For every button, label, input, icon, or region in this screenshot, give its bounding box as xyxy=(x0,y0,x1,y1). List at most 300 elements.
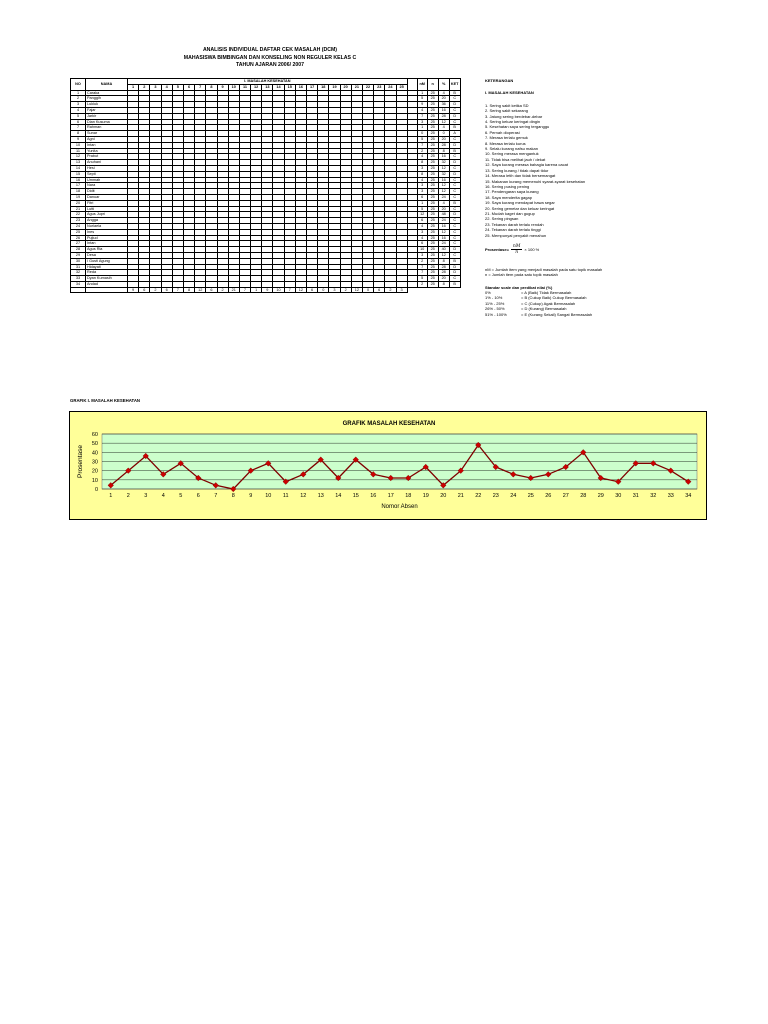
header-item: 16 xyxy=(295,84,306,90)
cell-n: 25 xyxy=(427,212,438,218)
scale-predicate: = C (Cukup) Agak Bermasalah xyxy=(521,300,576,306)
y-tick-label: 20 xyxy=(91,468,98,475)
cell-nm: 3 xyxy=(417,229,427,235)
y-tick-label: 0 xyxy=(94,487,98,493)
cell-no: 6 xyxy=(71,119,86,125)
cell-n: 25 xyxy=(427,154,438,160)
scale-range: 1% - 10% xyxy=(485,295,503,301)
cell-nm: 7 xyxy=(417,142,427,148)
x-tick-label: 27 xyxy=(562,493,569,499)
scale-list xyxy=(485,290,735,317)
keterangan-item: 15. Makanan kurang memenuhi syarat-syarat kesehatan xyxy=(485,178,586,184)
x-tick-label: 18 xyxy=(405,493,412,499)
cell-ket: C xyxy=(449,223,460,229)
cell-nama: Reda xyxy=(86,270,128,276)
cell-nm: 2 xyxy=(417,258,427,264)
cell-total: 0 xyxy=(318,287,329,293)
header-item: 18 xyxy=(318,84,329,90)
keterangan-panel xyxy=(485,78,735,317)
cell-no: 12 xyxy=(71,154,86,160)
header-item: 19 xyxy=(329,84,340,90)
cell-no: 19 xyxy=(71,194,86,200)
scale-predicate: = B (Cukup Baik) Cukup Bermasalah xyxy=(521,295,587,301)
cell-nama: Hidayati xyxy=(86,264,128,270)
cell-nm: 7 xyxy=(417,270,427,276)
cell-nm: 4 xyxy=(417,107,427,113)
prosentase-formula xyxy=(485,244,735,256)
cell-ket: C xyxy=(449,189,460,195)
cell-no: 32 xyxy=(71,270,86,276)
x-tick-label: 11 xyxy=(282,493,289,499)
cell-ket: C xyxy=(449,235,460,241)
cell-n: 25 xyxy=(427,125,438,131)
cell-nama: Sunar xyxy=(86,131,128,137)
cell-pct: 24 xyxy=(438,218,449,224)
cell-nama: Rahman xyxy=(86,125,128,131)
cell-total: 1 xyxy=(251,287,262,293)
keterangan-item: 7. Merasa terlalu gemuk xyxy=(485,135,528,141)
cell-n: 25 xyxy=(427,270,438,276)
cell-n: 25 xyxy=(427,102,438,108)
cell-nm: 2 xyxy=(417,281,427,287)
cell-ket: D xyxy=(449,160,460,166)
cell-n: 25 xyxy=(427,218,438,224)
header-no: NO xyxy=(71,79,86,91)
cell-total: 6 xyxy=(307,287,318,293)
cell-ket: C xyxy=(449,252,460,258)
cell-nama: I Gusti Agung xyxy=(86,258,128,264)
header-item: 15 xyxy=(284,84,295,90)
cell-ket: D xyxy=(449,142,460,148)
x-tick-label: 4 xyxy=(161,493,165,499)
cell-no: 27 xyxy=(71,241,86,247)
cell-nm: 9 xyxy=(417,102,427,108)
keterangan-item: 1. Sering sakit ketika SD xyxy=(485,102,529,108)
cell-n: 25 xyxy=(427,107,438,113)
cell-pct: 12 xyxy=(438,165,449,171)
chart-title: GRAFIK MASALAH KESEHATAN xyxy=(342,421,436,427)
cell-pct: 28 xyxy=(438,264,449,270)
totals-blank xyxy=(71,287,86,293)
cell-nm: 1 xyxy=(417,200,427,206)
cell-ket: A xyxy=(449,131,460,137)
cell-nm: 3 xyxy=(417,252,427,258)
scale-range: 26% - 50% xyxy=(485,306,505,312)
cell-total: 6 xyxy=(374,287,385,293)
cell-no: 18 xyxy=(71,189,86,195)
cell-no: 5 xyxy=(71,113,86,119)
cell-ket: B xyxy=(449,125,460,131)
cell-nm: 10 xyxy=(417,247,427,253)
cell-no: 11 xyxy=(71,148,86,154)
cell-nm: 6 xyxy=(417,194,427,200)
cell-total: 6 xyxy=(206,287,217,293)
cell-no: 2 xyxy=(71,96,86,102)
x-tick-label: 13 xyxy=(317,493,324,499)
cell-ket: D xyxy=(449,264,460,270)
x-tick-label: 30 xyxy=(615,493,622,499)
cell-nama: Septi xyxy=(86,171,128,177)
chart-container xyxy=(69,411,707,520)
cell-nama: Nara xyxy=(86,183,128,189)
cell-pct: 16 xyxy=(438,154,449,160)
formula-numerator: nM xyxy=(512,243,521,249)
x-tick-label: 31 xyxy=(632,493,639,499)
line-chart xyxy=(70,412,708,521)
cell-pct: 28 xyxy=(438,270,449,276)
x-axis-label: Nomor Absen xyxy=(381,504,418,510)
cell-no: 23 xyxy=(71,218,86,224)
cell-total: 2 xyxy=(217,287,228,293)
x-tick-label: 12 xyxy=(300,493,307,499)
cell-n: 25 xyxy=(427,229,438,235)
cell-no: 17 xyxy=(71,183,86,189)
cell-no: 10 xyxy=(71,142,86,148)
cell-pct: 16 xyxy=(438,177,449,183)
y-axis-label: Prosentase xyxy=(77,445,84,478)
cell-ket: D xyxy=(449,270,460,276)
cell-total: 21 xyxy=(228,287,239,293)
cell-nm: 4 xyxy=(417,223,427,229)
keterangan-item: 16. Sering pusing pening xyxy=(485,183,530,189)
cell-nm: 12 xyxy=(417,212,427,218)
keterangan-item: 21. Mudah kaget dan gugup xyxy=(485,210,535,216)
cell-nm: 3 xyxy=(417,165,427,171)
keterangan-item: 4. Sering keluar keringat dingin xyxy=(485,119,541,125)
cell-pct: 20 xyxy=(438,96,449,102)
x-tick-label: 20 xyxy=(440,493,447,499)
cell-no: 9 xyxy=(71,136,86,142)
header-n: n xyxy=(427,79,438,91)
cell-nm: 6 xyxy=(417,241,427,247)
totals-row xyxy=(71,287,461,293)
cell-nama: Caraka xyxy=(86,90,128,96)
cell-nama: Ines xyxy=(86,229,128,235)
cell-n: 25 xyxy=(427,194,438,200)
cell-ket: C xyxy=(449,276,460,282)
cell-nama: Andad xyxy=(86,281,128,287)
x-tick-label: 29 xyxy=(597,493,604,499)
cell-nama: Panggih xyxy=(86,96,128,102)
cell-ket: C xyxy=(449,119,460,125)
cell-total: 0 xyxy=(362,287,373,293)
y-tick-label: 30 xyxy=(91,459,98,466)
cell-ket: C xyxy=(449,165,460,171)
cell-ket: C xyxy=(449,177,460,183)
keterangan-title: KETERANGAN xyxy=(485,78,514,83)
cell-ket: C xyxy=(449,229,460,235)
cell-no: 25 xyxy=(71,229,86,235)
cell-n: 25 xyxy=(427,113,438,119)
cell-no: 16 xyxy=(71,177,86,183)
cell-pct: 12 xyxy=(438,229,449,235)
x-tick-label: 33 xyxy=(667,493,674,499)
cell-n: 25 xyxy=(427,177,438,183)
cell-no: 31 xyxy=(71,264,86,270)
cell-n: 25 xyxy=(427,276,438,282)
cell-nm: 3 xyxy=(417,183,427,189)
x-tick-label: 19 xyxy=(422,493,429,499)
cell-total: 3 xyxy=(396,287,407,293)
header-item: 4 xyxy=(161,84,172,90)
cell-total: 2 xyxy=(340,287,351,293)
header-item: 2 xyxy=(139,84,150,90)
keterangan-list xyxy=(485,103,735,238)
cell-pct: 20 xyxy=(438,276,449,282)
keterangan-item: 19. Saya kurang mendapat hawa segar xyxy=(485,200,555,206)
x-axis-ticks xyxy=(109,493,691,499)
cell-no: 26 xyxy=(71,235,86,241)
cell-no: 4 xyxy=(71,107,86,113)
cell-nama: Jarkir xyxy=(86,113,128,119)
cell-pct: 8 xyxy=(438,258,449,264)
cell-n: 25 xyxy=(427,235,438,241)
y-tick-label: 60 xyxy=(91,432,98,438)
scale-range: 51% - 100% xyxy=(485,311,507,317)
header-item: 14 xyxy=(273,84,284,90)
cell-no: 21 xyxy=(71,206,86,212)
x-tick-label: 25 xyxy=(527,493,534,499)
cell-no: 22 xyxy=(71,212,86,218)
cell-total: 12 xyxy=(195,287,206,293)
formula-tail: × 100 % xyxy=(524,247,540,253)
cell-no: 7 xyxy=(71,125,86,131)
title-line-1: ANALISIS INDIVIDUAL DAFTAR CEK MASALAH (DCM) xyxy=(202,47,338,53)
cell-nm: 5 xyxy=(417,276,427,282)
cell-n: 25 xyxy=(427,252,438,258)
scale-row xyxy=(485,312,735,317)
keterangan-section: I. MASALAH KESEHATAN xyxy=(485,90,534,96)
cell-n: 25 xyxy=(427,165,438,171)
cell-nm: 8 xyxy=(417,160,427,166)
cell-nm: 0 xyxy=(417,131,427,137)
cell-nama: Agni xyxy=(86,136,128,142)
cell-nm: 7 xyxy=(417,264,427,270)
cell-pct: 12 xyxy=(438,183,449,189)
cell-n: 25 xyxy=(427,281,438,287)
cell-nm: 6 xyxy=(417,218,427,224)
cell-nama: Lutti xyxy=(86,206,128,212)
cell-nama: Danuar xyxy=(86,194,128,200)
cell-pct: 28 xyxy=(438,142,449,148)
x-tick-label: 6 xyxy=(196,493,200,499)
cell-nama: Fajar xyxy=(86,107,128,113)
header-item: 6 xyxy=(183,84,194,90)
totals-blank xyxy=(86,287,128,293)
x-tick-label: 28 xyxy=(580,493,587,499)
cell-ket: B xyxy=(449,90,460,96)
cell-ket: D xyxy=(449,247,460,253)
cell-nm: 2 xyxy=(417,148,427,154)
keterangan-item: 25. Mempunyai penyakit menahun xyxy=(485,232,547,238)
x-tick-label: 16 xyxy=(370,493,377,499)
cell-ket: C xyxy=(449,241,460,247)
cell-n: 25 xyxy=(427,131,438,137)
cell-nm: 4 xyxy=(417,177,427,183)
x-tick-label: 9 xyxy=(249,493,253,499)
keterangan-item: 17. Pendengaran saya kurang xyxy=(485,189,539,195)
header-item: 23 xyxy=(374,84,385,90)
cell-n: 25 xyxy=(427,96,438,102)
cell-pct: 32 xyxy=(438,171,449,177)
keterangan-item: 5. Kesehatan saya sering terganggu xyxy=(485,124,550,130)
keterangan-item: 3. Jatung sering berdebar-debar xyxy=(485,113,543,119)
cell-ket: B xyxy=(449,258,460,264)
cell-n: 25 xyxy=(427,264,438,270)
cell-pct: 0 xyxy=(438,131,449,137)
cell-pct: 24 xyxy=(438,194,449,200)
cell-no: 15 xyxy=(71,171,86,177)
cell-no: 30 xyxy=(71,258,86,264)
header-ket: KET xyxy=(449,79,460,91)
cell-total: 8 xyxy=(183,287,194,293)
cell-n: 25 xyxy=(427,148,438,154)
cell-ket: C xyxy=(449,194,460,200)
definition-nm: nM = Jumlah item yang menjadi masalah pada satu topik masalah xyxy=(485,266,603,272)
cell-pct: 4 xyxy=(438,90,449,96)
cell-pct: 12 xyxy=(438,252,449,258)
cell-nama: Intan xyxy=(86,142,128,148)
header-item: 20 xyxy=(340,84,351,90)
keterangan-item: 2. Sering sakit sekarang xyxy=(485,108,528,114)
keterangan-item: 23. Tekanan darah terlalu rendah xyxy=(485,221,544,227)
cell-total: 7 xyxy=(284,287,295,293)
cell-pct: 8 xyxy=(438,281,449,287)
cell-pct: 12 xyxy=(438,189,449,195)
keterangan-item: 9. Selalu kurang nafsu makan xyxy=(485,146,538,152)
cell-total: 7 xyxy=(239,287,250,293)
cell-pct: 16 xyxy=(438,235,449,241)
scale-range: 0% xyxy=(485,290,491,295)
y-axis-ticks xyxy=(92,432,98,493)
cell-ket: D xyxy=(449,102,460,108)
cell-ket: B xyxy=(449,148,460,154)
cell-nama: Anuhani xyxy=(86,160,128,166)
header-item: 3 xyxy=(150,84,161,90)
cell-ket: C xyxy=(449,107,460,113)
cell-nama: Intan xyxy=(86,241,128,247)
cell-pct: 12 xyxy=(438,119,449,125)
cell-pct: 24 xyxy=(438,241,449,247)
scale-title: Standar scale dan predikat nilai (%) xyxy=(485,284,553,290)
keterangan-item: 12. Saya kurang merasa bahagia karena cacat xyxy=(485,162,568,168)
cell-pct: 4 xyxy=(438,125,449,131)
cell-no: 24 xyxy=(71,223,86,229)
cell-pct: 48 xyxy=(438,212,449,218)
header-item: 9 xyxy=(217,84,228,90)
dcm-table xyxy=(70,78,461,293)
header-item: 17 xyxy=(307,84,318,90)
cell-nama: Pujiud xyxy=(86,235,128,241)
cell-n: 25 xyxy=(427,241,438,247)
cell-ket: C xyxy=(449,206,460,212)
x-tick-label: 22 xyxy=(475,493,482,499)
cell-ket: C xyxy=(449,183,460,189)
cell-no: 33 xyxy=(71,276,86,282)
keterangan-item: 8. Merasa terlalu kurus xyxy=(485,140,526,146)
cell-no: 28 xyxy=(71,247,86,253)
cell-nm: 5 xyxy=(417,136,427,142)
grafik-label: GRAFIK I. MASALAH KESEHATAN xyxy=(70,398,141,403)
header-item: 11 xyxy=(239,84,250,90)
cell-nama: Fitri xyxy=(86,200,128,206)
cell-n: 25 xyxy=(427,189,438,195)
cell-total: 12 xyxy=(351,287,362,293)
cell-nm: 1 xyxy=(417,90,427,96)
cell-nama: Dyan Kumasih xyxy=(86,276,128,282)
cell-total: 2 xyxy=(385,287,396,293)
header-pct: % xyxy=(438,79,449,91)
cell-nama: Agus Ria xyxy=(86,247,128,253)
cell-ket: D xyxy=(449,171,460,177)
header-item: 24 xyxy=(385,84,396,90)
cell-no: 1 xyxy=(71,90,86,96)
formula-label: Prosentase= xyxy=(485,247,509,253)
cell-nm: 5 xyxy=(417,96,427,102)
keterangan-item: 13. Sering kurang / tidak dapat tidur xyxy=(485,167,549,173)
keterangan-item: 10. Sering merasa mengantuk xyxy=(485,151,539,157)
cell-ket: B xyxy=(449,200,460,206)
x-tick-label: 24 xyxy=(510,493,517,499)
x-tick-label: 15 xyxy=(352,493,359,499)
cell-ket: C xyxy=(449,136,460,142)
cell-n: 25 xyxy=(427,258,438,264)
cell-nm: 7 xyxy=(417,113,427,119)
cell-pct: 40 xyxy=(438,247,449,253)
cell-pct: 20 xyxy=(438,136,449,142)
cell-pct: 20 xyxy=(438,206,449,212)
cell-n: 25 xyxy=(427,119,438,125)
header-item: 7 xyxy=(195,84,206,90)
cell-no: 34 xyxy=(71,281,86,287)
cell-no: 14 xyxy=(71,165,86,171)
scale-predicate: = D (Kurang) Bermasalah xyxy=(521,306,567,312)
header-item: 10 xyxy=(228,84,239,90)
cell-no: 29 xyxy=(71,252,86,258)
cell-gap xyxy=(407,281,417,287)
cell-total: 3 xyxy=(329,287,340,293)
cell-nama: Hesi xyxy=(86,165,128,171)
cell-nm: 5 xyxy=(417,206,427,212)
report-title xyxy=(60,47,480,70)
keterangan-item: 11. Tidak bisa melihat jauh / dekat xyxy=(485,156,546,162)
header-item: 5 xyxy=(172,84,183,90)
x-tick-label: 17 xyxy=(387,493,394,499)
x-tick-label: 23 xyxy=(492,493,499,499)
cell-nama: Prabut xyxy=(86,154,128,160)
title-line-3: TAHUN AJARAN 2006/ 2007 xyxy=(235,62,305,69)
header-item: 13 xyxy=(262,84,273,90)
cell-no: 3 xyxy=(71,102,86,108)
header-nama: NAMA xyxy=(86,79,128,91)
cell-n: 25 xyxy=(427,160,438,166)
cell-total: 12 xyxy=(295,287,306,293)
cell-nm: 3 xyxy=(417,189,427,195)
cell-nama: Yunita xyxy=(86,148,128,154)
cell-nm: 4 xyxy=(417,235,427,241)
x-tick-label: 10 xyxy=(265,493,272,499)
cell-pct: 4 xyxy=(438,200,449,206)
cell-ket: C xyxy=(449,154,460,160)
keterangan-item: 18. Saya menderita gagap xyxy=(485,194,532,200)
scale-predicate: = E (Kurang Sekali) Sangat Bermasalah xyxy=(521,311,593,317)
keterangan-item: 6. Pernah dioperasi xyxy=(485,129,520,135)
header-item: 22 xyxy=(362,84,373,90)
formula-denominator: n xyxy=(515,250,519,256)
keterangan-item: 20. Sering gemetar dan keluar keringat xyxy=(485,205,555,211)
cell-nm: 8 xyxy=(417,171,427,177)
keterangan-item: 24. Tekanan darah terlalu tinggi xyxy=(485,227,541,233)
